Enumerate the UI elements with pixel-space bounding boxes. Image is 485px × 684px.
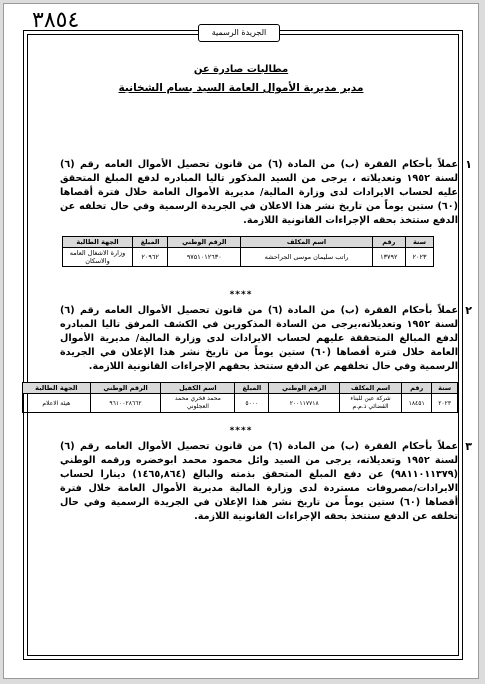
claim-item-1 bbox=[60, 158, 472, 228]
table-header-cell: المبلغ bbox=[133, 237, 168, 248]
item-text: عملاً بأحكام الفقرة (ب) من المادة (٦) من قانون تحصيل الأموال العامه رقم (٦) لسنة ١٩٥٢ وتعديلاته، يرجى من السيد وائل محمود محمد ابوخضره ورقمه الوطني (٩٨١١٠١١٣٧٩) عن دفع المبلغ المتحقق بذمته والبالغ (١٤٦٥,٨٦٤) دينارا لحساب الايرادات/مصروفات مستردة لدى وزارة المالية مديرية الأموال العامة خلال فترة أقصاها (٦٠) ستين يوماً من تاريخ نشر هذا الإعلان في الجريدة الرسمية وفي حال تخلفه عن الدفع ستتخذ بحقه الإجراءات القانونية اللازمة. bbox=[60, 441, 459, 522]
table-header-cell: اسم الكفيل bbox=[161, 383, 235, 394]
item-text: عملاً بأحكام الفقرة (ب) من المادة (٦) من قانون تحصيل الأموال العامه رقم (٦) لسنة ١٩٥٢ وتعديلاته ، يرجى من السيد المذكور تاليا المبادره لدفع المبلغ المتحقق عليه لحساب الايرادات لدى وزارة المالية/ مديرية الأموال العامة خلال فترة أقصاها (٦٠) ستين يوماً من تاريخ نشر هذا الاعلان في الجريدة الرسمية وفي حال تخلفه عن الدفع ستتخذ بحقه الإجراءات القانونية اللازمة. bbox=[60, 159, 458, 226]
table-header-cell: رقم bbox=[372, 237, 405, 248]
page-number: ٣٨٥٤ bbox=[32, 8, 80, 33]
separator: **** bbox=[229, 290, 253, 300]
table-header-cell: الجهة الطالبة bbox=[63, 237, 133, 248]
table-cell: ٢٠٢٣ bbox=[432, 394, 458, 413]
claim-table-1 bbox=[62, 236, 434, 267]
claim-table-2 bbox=[22, 382, 458, 413]
table-cell: ٩٦١٠٠٢٨٦٦٢ bbox=[90, 394, 161, 413]
table-cell: ٢٠٠١١٧٧١٨ bbox=[269, 394, 340, 413]
table-header-row bbox=[63, 237, 434, 248]
table-cell: راتب سليمان موسى الجراحشه bbox=[241, 248, 372, 267]
table-header-cell: اسم المكلف bbox=[340, 383, 402, 394]
item-number: ١ bbox=[465, 158, 472, 171]
item-number: ٢ bbox=[465, 304, 472, 317]
claim-item-3 bbox=[60, 440, 472, 524]
item-number: ٣ bbox=[465, 440, 472, 453]
heading-directorate: مدير مديرية الأموال العامة السيد بسام الشخانبة bbox=[118, 82, 364, 94]
table-header-cell: الجهة الطالبة bbox=[23, 383, 91, 394]
table-row bbox=[63, 248, 434, 267]
table-cell: شركة عين للبناء القضائي ذ.م.م bbox=[340, 394, 402, 413]
table-cell: ٩٧٥١٠١٢٦٣٠ bbox=[168, 248, 241, 267]
table-cell: ٥٠٠٠ bbox=[235, 394, 269, 413]
table-cell: وزارة الاشغال العامه والاسكان bbox=[63, 248, 133, 267]
table-header-cell: اسم المكلف bbox=[241, 237, 372, 248]
table-row bbox=[23, 394, 458, 413]
table-cell: ٢٠٩٦٢ bbox=[133, 248, 168, 267]
gazette-badge: الجريدة الرسمية bbox=[198, 24, 280, 42]
table-cell: ١٣٧٩٢ bbox=[372, 248, 405, 267]
table-cell: ١٨٤٥١ bbox=[402, 394, 432, 413]
table-header-cell: الرقم الوطني bbox=[90, 383, 161, 394]
table-header-cell: سنة bbox=[432, 383, 458, 394]
claim-item-2 bbox=[60, 304, 472, 374]
table-cell: محمد فخري محمد العجلوني bbox=[161, 394, 235, 413]
table-header-cell: رقم bbox=[402, 383, 432, 394]
heading-claims: مطالبات صادرة عن bbox=[193, 64, 289, 75]
table-header-cell: الرقم الوطني bbox=[168, 237, 241, 248]
item-text: عملاً بأحكام الفقرة (ب) من المادة (٦) من قانون تحصيل الأموال العامه رقم (٦) لسنة ١٩٥٢ وتعديلاته،يرجى من السادة المذكورين في الكشف المرفق تاليا المبادره لدفع المبالغ المتحققة عليهم لحساب الايرادات لدى وزارة المالية/ مديرية الأموال العامة خلال فترة أقصاها (٦٠) ستين يوماً من تاريخ نشر هذا الإعلان في الجريدة الرسمية وفي حال تخلفهم عن الدفع ستتخذ بحقهم الإجراءات القانونية اللازمة. bbox=[60, 305, 458, 372]
table-cell: هيئة الاعلام bbox=[23, 394, 91, 413]
table-cell: ٢٠٢٣ bbox=[405, 248, 433, 267]
table-header-cell: المبلغ bbox=[235, 383, 269, 394]
table-header-row bbox=[23, 383, 458, 394]
table-header-cell: سنة bbox=[405, 237, 433, 248]
separator: **** bbox=[229, 426, 253, 436]
document-page bbox=[3, 3, 479, 679]
table-header-cell: الرقم الوطني bbox=[269, 383, 340, 394]
